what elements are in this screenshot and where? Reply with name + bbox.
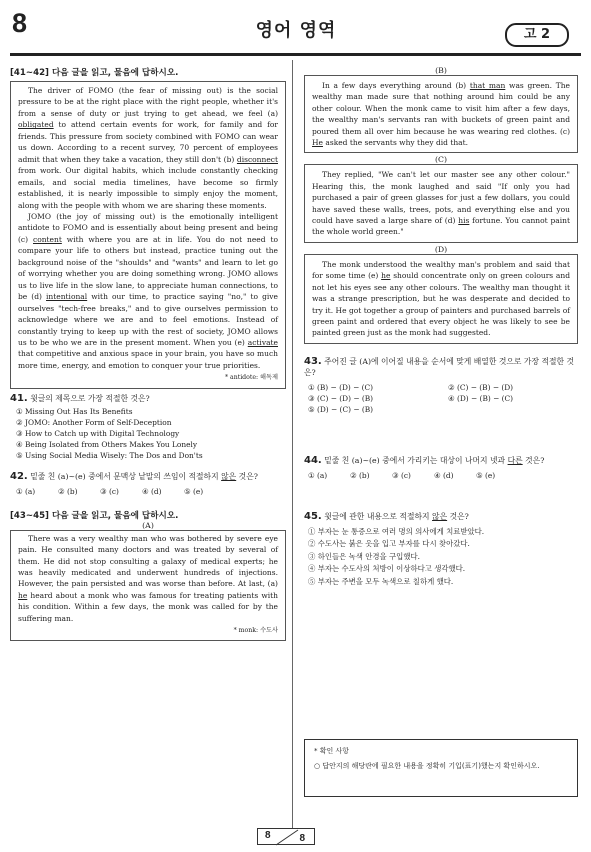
footer-page-left: 8	[265, 830, 271, 841]
question-42: 42. 밑줄 친 (a)~(e) 중에서 문맥상 낱말의 쓰임이 적절하지 않은 것은?	[10, 470, 258, 482]
option[interactable]: ③ How to Catch up with Digital Technology	[16, 428, 180, 438]
passage-a-label: (A)	[142, 520, 154, 530]
option[interactable]: ④ (D) − (B) − (C)	[448, 393, 514, 403]
passage-paragraph: The monk understood the wealthy man's problem and said that for some time (e) he should concentrate only on green colours and not let his eyes see any other colours. The wealthy man thought it was a strange prescription, but he was desperate and decided to try it. He got together a group of painters and purchased barrels of green paint and ordered that every object he was likely to see be painted green just as the monk had suggested.	[312, 259, 570, 338]
footer-page-right: 8	[299, 833, 305, 844]
question-45-options	[308, 526, 578, 589]
header-rule	[10, 53, 581, 56]
option[interactable]: ④ (d)	[434, 470, 454, 480]
passage-fomo	[10, 81, 286, 389]
option[interactable]: ② 수도사는 붉은 옷을 입고 부자를 다시 찾아갔다.	[308, 539, 470, 549]
section-heading-43-45: [43~45] 다음 글을 읽고, 물음에 답하시오.	[10, 510, 179, 521]
option[interactable]: ① (a)	[308, 470, 328, 480]
option[interactable]: ⑤ Using Social Media Wisely: The Dos and Don'ts	[16, 450, 203, 460]
check-notice-box	[304, 739, 578, 797]
passage-d	[304, 254, 578, 344]
check-notice-text: ○ 답안지의 해당란에 필요한 내용을 정확히 기입(표기)했는지 확인하시오.	[314, 761, 540, 770]
question-44-options	[308, 470, 578, 481]
passage-c	[304, 164, 578, 242]
footnote: * antidote: 해독제	[224, 374, 278, 382]
question-45: 45. 윗글에 관한 내용으로 적절하지 않은 것은?	[304, 510, 469, 522]
option[interactable]: ③ (c)	[100, 486, 119, 496]
passage-paragraph: JOMO (the joy of missing out) is the emotionally intelligent antidote to FOMO and is essentially about being present and being (c) content with where you are at in life. You do not need to compare your life to others but instead, practice tuning out the background noise of the "shoulds" and "wants" and learn to let go of worrying whether you are doing something wrong. JOMO allows us to live life in the slow lane, to appreciate human connections, to be (d) intentional with our time, to practice saying "no," to give ourselves "tech-free breaks," and to give ourselves permission to acknowledge where we are and to feel emotions. Instead of constantly trying to keep up with the rest of society, JOMO allows us to be who we are in the present moment. When you (e) activate that competitive and anxious space in your brain, you have so much more time, energy, and emotion to conquer your true priorities.	[18, 211, 279, 370]
left-column	[10, 66, 286, 641]
option[interactable]: ② (b)	[58, 486, 78, 496]
passage-paragraph: They replied, "We can't let our master see any other colour." Hearing this, the monk laughed and said "If only you had purchased a pair of green glasses for just a few dollars, you could have saved these walls, trees, pots, and everything else and you could have saved a large share of (d) his fortune. You cannot paint the whole world green."	[312, 170, 570, 237]
subject-title: 영어 영역	[255, 20, 337, 41]
option[interactable]: ④ Being Isolated from Others Makes You Lonely	[16, 439, 198, 449]
passage-d-label: (D)	[434, 244, 448, 254]
option[interactable]: ① (B) − (D) − (C)	[308, 382, 374, 392]
question-43: 43. 주어진 글 (A)에 이어질 내용을 순서에 맞게 배열한 것으로 가장 적절한 것은?	[304, 355, 575, 377]
option[interactable]: ⑤ (e)	[476, 470, 496, 480]
question-44: 44. 밑줄 친 (a)~(e) 중에서 가리키는 대상이 나머지 넷과 다른 것은?	[304, 454, 545, 466]
question-41-options	[16, 406, 286, 461]
option[interactable]: ③ 하인들은 녹색 안경을 구입했다.	[308, 551, 420, 561]
option[interactable]: ① 부자는 눈 통증으로 여러 명의 의사에게 치료받았다.	[308, 526, 485, 536]
option[interactable]: ⑤ (D) − (C) − (B)	[308, 404, 374, 414]
option[interactable]: ⑤ 부자는 주변을 모두 녹색으로 칠하게 했다.	[308, 576, 454, 586]
passage-paragraph: The driver of FOMO (the fear of missing out) is the social pressure to be at the right place with the right people, whether it's from a sense of duty or just trying to get ahead, we feel (a) obligated to attend certain events for work, for family and for friends. This pressure from society combined with FOMO can wear us down. According to a recent survey, 70 percent of employees admit that when they take a vacation, they still don't (b) disconnect from work. Our digital habits, which include constantly checking emails, and social media timelines, have become so firmly established, it is nearly impossible to simply enjoy the moment, along with the people with whom we are sharing these moments.	[18, 86, 278, 210]
question-43-options	[308, 382, 578, 415]
passage-b-label: (B)	[435, 66, 447, 75]
option[interactable]: ⑤ (e)	[184, 486, 204, 496]
passage-c-label: (C)	[434, 155, 448, 165]
passage-paragraph: In a few days everything around (b) that man was green. The wealthy man made sure that nothing around him could be any other colour. When the monk came to visit him after a few days, the wealthy man's servants ran with buckets of green paint and poured them all over him because he was wearing red clothes. (c) He asked the servants why they did that.	[312, 81, 570, 148]
check-notice-title: * 확인 사항	[314, 747, 349, 755]
option[interactable]: ③ (c)	[392, 470, 411, 480]
question-41: 41. 윗글의 제목으로 가장 적절한 것은?	[10, 392, 150, 404]
grade-badge: 고 2	[505, 23, 569, 47]
passage-paragraph: There was a very wealthy man who was bothered by severe eye pain. He consulted many doctors and was treated by several of them. He did not stop consulting a galaxy of medical experts; he was heavily medicated and underwent hundreds of injections. However, the pain persisted and was worse than before. At last, (a) he heard about a monk who was famous for treating patients with his condition. Within a few days, the monk was called for by the suffering man.	[18, 533, 278, 623]
option[interactable]: ② (C) − (B) − (D)	[448, 382, 514, 392]
passage-b	[304, 75, 578, 153]
option[interactable]: ② (b)	[350, 470, 370, 480]
right-column	[304, 66, 578, 588]
option[interactable]: ① (a)	[16, 486, 36, 496]
option[interactable]: ④ 부자는 수도사의 처방이 이상하다고 생각했다.	[308, 564, 466, 574]
option[interactable]: ① Missing Out Has Its Benefits	[16, 406, 133, 416]
column-separator	[292, 60, 293, 828]
section-heading-41-42: [41~42] 다음 글을 읽고, 물음에 답하시오.	[10, 68, 179, 78]
page-number: 8	[12, 8, 28, 38]
option[interactable]: ④ (d)	[142, 486, 162, 496]
passage-a	[10, 530, 286, 642]
option[interactable]: ③ (C) − (D) − (B)	[308, 393, 374, 403]
footnote: * monk: 수도사	[233, 627, 278, 635]
option[interactable]: ② JOMO: Another Form of Self-Deception	[16, 417, 172, 427]
question-42-options	[16, 486, 286, 497]
page-footer-marker	[257, 828, 315, 845]
